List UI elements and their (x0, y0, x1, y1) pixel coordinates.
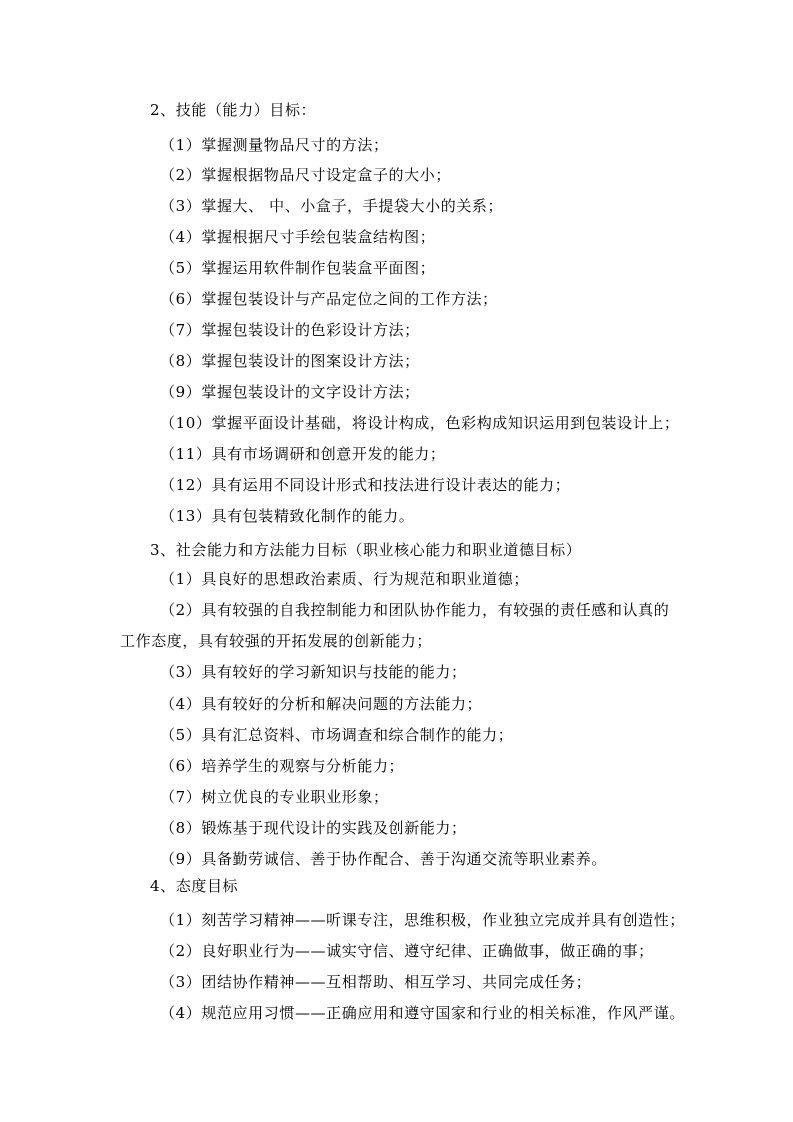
section-3-item-9: （9）具备勤劳诚信、善于协作配合、善于沟通交流等职业素养。 (160, 850, 607, 868)
section-2-item-11: （11）具有市场调研和创意开发的能力； (160, 445, 446, 463)
section-2-item-8: （8）掌握包装设计的图案设计方法； (160, 352, 420, 370)
section-3-item-7: （7）树立优良的专业职业形象； (160, 788, 389, 806)
section-3-item-3: （3）具有较好的学习新知识与技能的能力； (160, 663, 467, 681)
section-2-heading: 2、技能（能力）目标： (150, 101, 317, 119)
section-4-heading: 4、态度目标 (150, 877, 239, 895)
section-2-item-6: （6）掌握包装设计与产品定位之间的工作方法； (160, 290, 498, 308)
section-4-item-4: （4）规范应用习惯——正确应用和遵守国家和行业的相关标准，作风严谨。 (160, 1004, 685, 1022)
section-2-item-4: （4）掌握根据尺寸手绘包装盒结构图； (160, 228, 436, 246)
section-2-item-9: （9）掌握包装设计的文字设计方法； (160, 383, 420, 401)
section-2-item-1: （1）掌握测量物品尺寸的方法； (160, 136, 389, 154)
section-3-item-4: （4）具有较好的分析和解决问题的方法能力； (160, 695, 483, 713)
section-3-heading: 3、社会能力和方法能力目标（职业核心能力和职业道德目标） (150, 541, 582, 559)
section-4-item-2: （2）良好职业行为——诚实守信、遵守纪律、正确做事，做正确的事； (160, 942, 654, 960)
section-2-item-3: （3）掌握大、 中、小盒子，手提袋大小的关系； (160, 197, 504, 215)
section-3-item-8: （8）锻炼基于现代设计的实践及创新能力； (160, 819, 467, 837)
section-2-item-13: （13）具有包装精致化制作的能力。 (160, 507, 415, 525)
section-2-item-10: （10）掌握平面设计基础，将设计构成，色彩构成知识运用到包装设计上； (160, 414, 680, 432)
section-2-item-7: （7）掌握包装设计的色彩设计方法； (160, 321, 420, 339)
section-3-item-6: （6）培养学生的观察与分析能力； (160, 757, 405, 775)
section-3-item-5: （5）具有汇总资料、市场调查和综合制作的能力； (160, 726, 514, 744)
section-2-item-5: （5）掌握运用软件制作包装盒平面图； (160, 259, 436, 277)
section-3-item-1: （1）具良好的思想政治素质、行为规范和职业道德； (160, 570, 529, 588)
section-2-item-2: （2）掌握根据物品尺寸设定盒子的大小； (160, 166, 451, 184)
section-4-item-1: （1）刻苦学习精神——听课专注，思维积极，作业独立完成并具有创造性； (160, 911, 685, 929)
section-3-item-2-continuation: 工作态度，具有较强的开拓发展的创新能力； (120, 632, 433, 650)
section-4-item-3: （3）团结协作精神——互相帮助、相互学习、共同完成任务； (160, 973, 592, 991)
section-2-item-12: （12）具有运用不同设计形式和技法进行设计表达的能力； (160, 476, 571, 494)
section-3-item-2: （2）具有较强的自我控制能力和团队协作能力，有较强的责任感和认真的 (160, 601, 670, 619)
